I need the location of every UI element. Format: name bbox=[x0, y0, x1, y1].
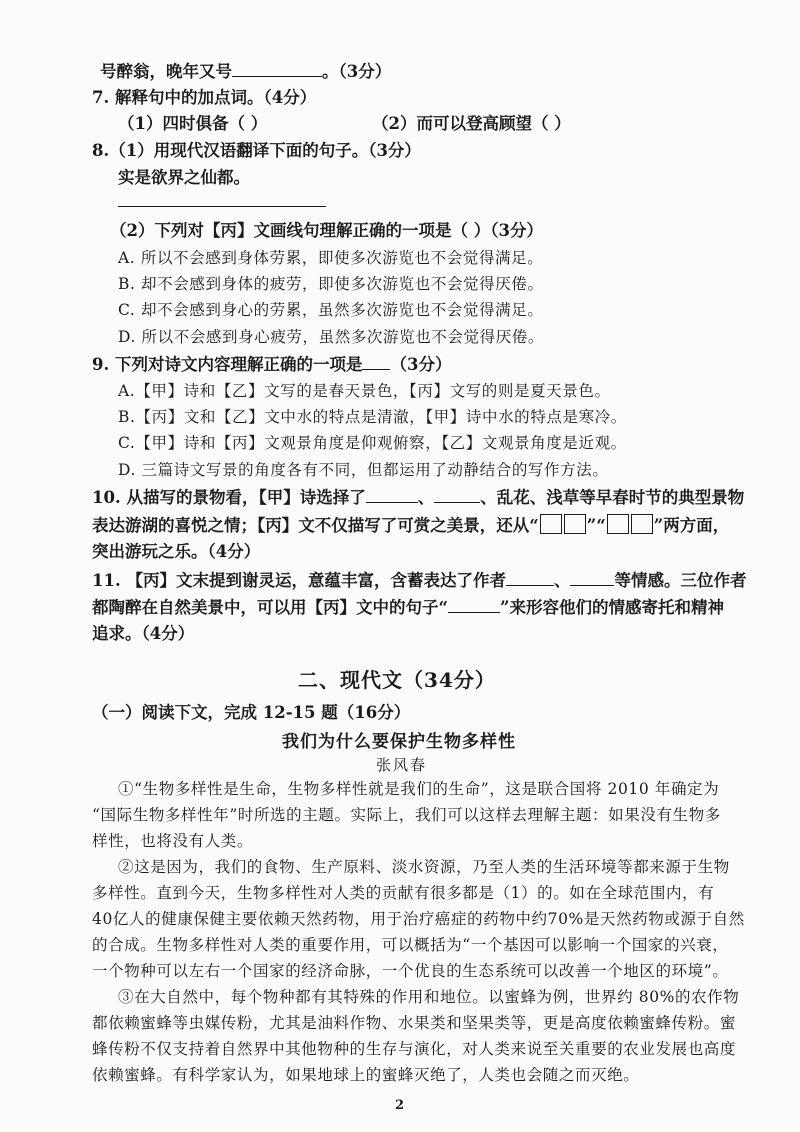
article-line: 40亿人的健康保健主要依赖天然药物，用于治疗癌症的药物中约70%是天然药物或源于自然 bbox=[92, 910, 745, 928]
article-line: 都依赖蜜蜂等虫媒传粉，尤其是油料作物、水果类和坚果类等，更是高度依赖蜜蜂传粉。蜜 bbox=[92, 1014, 737, 1032]
q8-option-b: B. 却不会感到身体的疲劳，即使多次游览也不会觉得厌倦。 bbox=[118, 275, 544, 293]
q7-item-1: （1）四时俱备（ ） bbox=[118, 114, 268, 133]
q10-line-1 bbox=[92, 486, 744, 509]
q11-line-2 bbox=[92, 596, 724, 619]
q8-stem: 8.（1）用现代汉语翻译下面的句子。（3分） bbox=[92, 141, 421, 160]
article-line: “国际生物多样性年”时所选的主题。实际上，我们可以这样去理解主题：如果没有生物多 bbox=[92, 806, 721, 824]
q9-option-c: C.【甲】诗和【丙】文观景角度是仰观俯察，【乙】文观景角度是近观。 bbox=[118, 434, 627, 452]
q6-answer-blank[interactable] bbox=[232, 60, 322, 77]
q9-option-d: D. 三篇诗文写景的角度各有不同，但都运用了动静结合的写作方法。 bbox=[118, 461, 609, 479]
q9-score: （3分） bbox=[390, 355, 452, 374]
article-line: 样性，也将没有人类。 bbox=[92, 832, 254, 850]
section-heading: 二、现代文（34分） bbox=[298, 668, 496, 692]
article-line: ②这是因为，我们的食物、生产原料、淡水资源，乃至人类的生活环境等都来源于生物 bbox=[118, 858, 730, 876]
q9-option-b: B.【丙】文和【乙】文中水的特点是清澈，【甲】诗中水的特点是寒冷。 bbox=[118, 408, 627, 426]
q9-stem: 9. 下列对诗文内容理解正确的一项是 bbox=[92, 355, 363, 374]
q10-text-3: 表达游湖的喜悦之情；【丙】文不仅描写了可赏之美景，还从“ bbox=[92, 516, 539, 535]
q10-line-2 bbox=[92, 514, 729, 537]
q10-box-1[interactable] bbox=[540, 514, 562, 534]
q7-item-2: （2）而可以登高顾望（ ） bbox=[372, 114, 571, 133]
q11-blank-3[interactable] bbox=[448, 596, 500, 613]
q10-line-3: 突出游玩之乐。（4分） bbox=[92, 542, 261, 561]
q10-text-1: 10. 从描写的景物看，【甲】诗选择了 bbox=[92, 488, 366, 507]
q6-tail bbox=[100, 60, 391, 83]
q10-box-3[interactable] bbox=[607, 514, 629, 534]
q10-text-4: ”两方面， bbox=[653, 516, 730, 535]
q8-option-d: D. 所以不会感到身心疲劳，虽然多次游览也不会觉得厌倦。 bbox=[118, 328, 545, 346]
q10-blank-2[interactable] bbox=[434, 486, 480, 503]
q8-option-c: C. 却不会感到身心的劳累，虽然多次游览也不会觉得满足。 bbox=[118, 301, 544, 319]
q9-option-a: A.【甲】诗和【乙】文写的是春天景色，【丙】文写的则是夏天景色。 bbox=[118, 382, 611, 400]
q11-sep: 、 bbox=[553, 571, 571, 590]
article-line: 蜂传粉不仅支持着自然界中其他物种的生存与演化，对人类来说至关重要的农业发展也高度 bbox=[92, 1040, 737, 1058]
article-line: 依赖蜜蜂。有科学家认为，如果地球上的蜜蜂灭绝了，人类也会随之而灭绝。 bbox=[92, 1066, 640, 1084]
q10-box-2[interactable] bbox=[564, 514, 586, 534]
q10-quote-sep: ”“ bbox=[586, 516, 606, 535]
article-title: 我们为什么要保护生物多样性 bbox=[282, 732, 516, 752]
article-line: 多样性。直到今天，生物多样性对人类的贡献有很多都是（1）的。如在全球范围内，有 bbox=[92, 884, 715, 902]
q11-text-4: ”来形容他们的情感寄托和精神 bbox=[500, 598, 724, 617]
article-line: ①“生物多样性是生命，生物多样性就是我们的生命”，这是联合国将 2010 年确定为 bbox=[118, 780, 720, 798]
q8-option-a: A. 所以不会感到身体劳累，即使多次游览也不会觉得满足。 bbox=[118, 249, 544, 267]
q11-line-3: 追求。（4分） bbox=[92, 624, 195, 643]
article-author: 张风春 bbox=[376, 756, 428, 774]
q6-tail-score: 。（3分） bbox=[322, 62, 392, 81]
q8-sentence: 实是欲界之仙都。 bbox=[118, 168, 250, 187]
q10-box-4[interactable] bbox=[631, 514, 653, 534]
q11-text-1: 11. 【丙】文末提到谢灵运，意蕴丰富，含蓄表达了作者 bbox=[92, 571, 506, 590]
q7-stem: 7. 解释句中的加点词。（4分） bbox=[92, 88, 317, 107]
q6-tail-text: 号醉翁，晚年又号 bbox=[100, 62, 232, 81]
q11-text-2: 等情感。三位作者 bbox=[614, 571, 747, 590]
q11-line-1 bbox=[92, 569, 746, 592]
article-line: ③在大自然中，每个物种都有其特殊的作用和地位。以蜜蜂为例，世界约 80%的农作物 bbox=[118, 988, 740, 1006]
article-line: 的合成。生物多样性对人类的重要作用，可以概括为“一个基因可以影响一个国家的兴衰， bbox=[92, 936, 729, 954]
q10-text-2: 、乱花、浅草等早春时节的典型景物 bbox=[480, 488, 745, 507]
q8-answer-line[interactable] bbox=[118, 206, 326, 207]
q8-sub2: （2）下列对【丙】文画线句理解正确的一项是（ ）（3分） bbox=[110, 221, 543, 240]
q11-text-3: 都陶醉在自然美景中，可以用【丙】文中的句子“ bbox=[92, 598, 448, 617]
page-number: 2 bbox=[395, 1098, 405, 1113]
q9-answer-blank[interactable] bbox=[362, 353, 390, 370]
q9-stem-row bbox=[92, 353, 451, 376]
part-instruction: （一）阅读下文，完成 12-15 题（16分） bbox=[92, 703, 411, 722]
q11-blank-1[interactable] bbox=[506, 569, 554, 586]
q10-blank-1[interactable] bbox=[366, 486, 418, 503]
q10-sep: 、 bbox=[417, 488, 435, 507]
article-line: 一个物种可以左右一个国家的经济命脉，一个优良的生态系统可以改善一个地区的环境”。 bbox=[92, 962, 729, 980]
q11-blank-2[interactable] bbox=[570, 569, 614, 586]
